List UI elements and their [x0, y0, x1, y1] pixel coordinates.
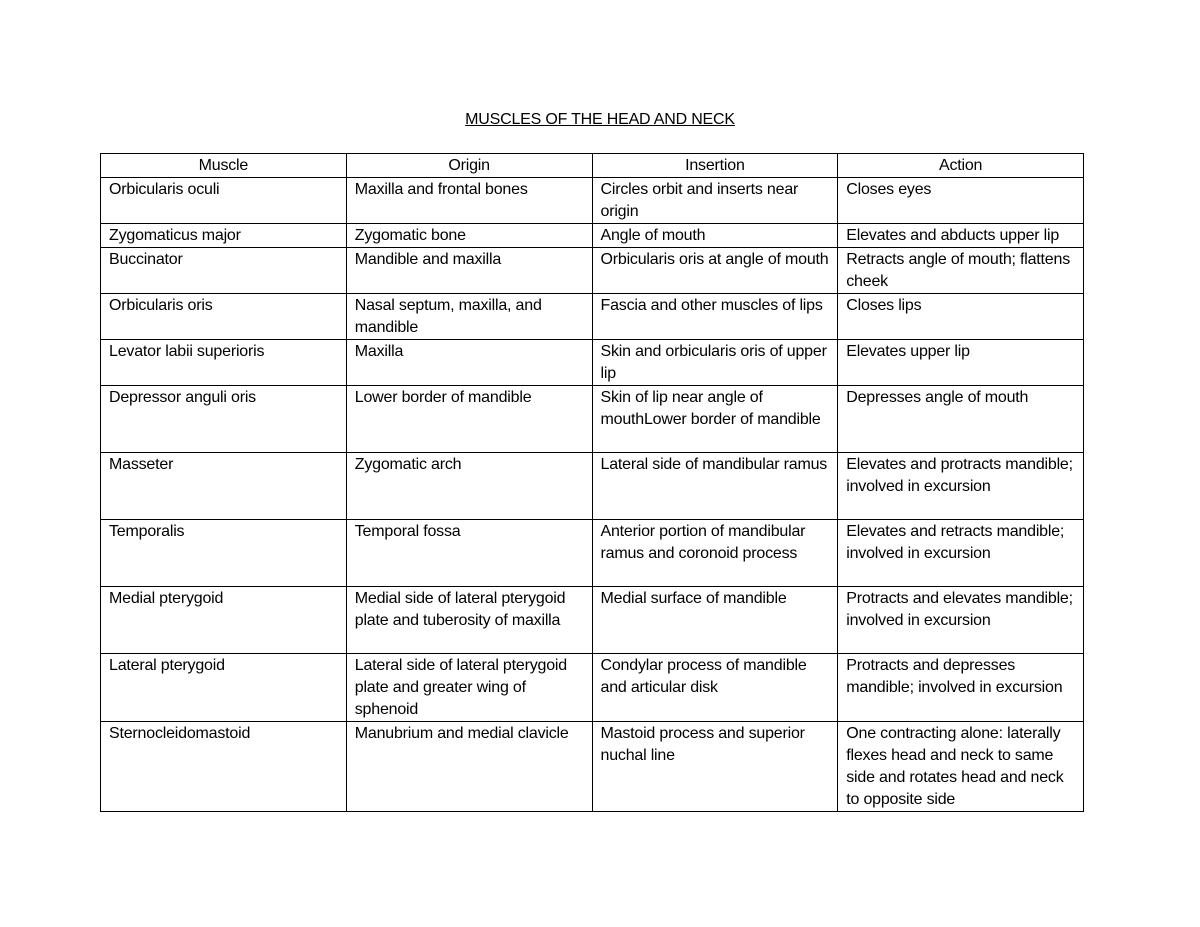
column-header-origin: Origin [346, 154, 592, 178]
action-cell: Elevates and abducts upper lip [838, 224, 1084, 248]
table-row [101, 294, 1084, 340]
muscle-cell: Orbicularis oris [101, 294, 347, 340]
muscle-cell: Depressor anguli oris [101, 386, 347, 453]
column-header-action: Action [838, 154, 1084, 178]
origin-cell: Temporal fossa [346, 520, 592, 587]
muscle-cell: Orbicularis oculi [101, 178, 347, 224]
origin-cell: Zygomatic bone [346, 224, 592, 248]
muscle-cell: Zygomaticus major [101, 224, 347, 248]
origin-cell: Mandible and maxilla [346, 248, 592, 294]
insertion-cell: Lateral side of mandibular ramus [592, 453, 838, 520]
action-cell: Elevates and protracts mandible; involved in excursion [838, 453, 1084, 520]
action-cell: Elevates and retracts mandible; involved in excursion [838, 520, 1084, 587]
muscle-cell: Masseter [101, 453, 347, 520]
table-row [101, 654, 1084, 722]
column-header-insertion: Insertion [592, 154, 838, 178]
origin-cell: Maxilla [346, 340, 592, 386]
insertion-cell: Anterior portion of mandibular ramus and coronoid process [592, 520, 838, 587]
muscle-cell: Levator labii superioris [101, 340, 347, 386]
muscle-cell: Medial pterygoid [101, 587, 347, 654]
insertion-cell: Medial surface of mandible [592, 587, 838, 654]
muscle-cell: Buccinator [101, 248, 347, 294]
insertion-cell: Orbicularis oris at angle of mouth [592, 248, 838, 294]
action-cell: Protracts and elevates mandible; involved in excursion [838, 587, 1084, 654]
table-row [101, 587, 1084, 654]
insertion-cell: Mastoid process and superior nuchal line [592, 722, 838, 812]
muscles-table [100, 153, 1084, 812]
origin-cell: Nasal septum, maxilla, and mandible [346, 294, 592, 340]
muscle-cell: Sternocleidomastoid [101, 722, 347, 812]
insertion-cell: Fascia and other muscles of lips [592, 294, 838, 340]
origin-cell: Manubrium and medial clavicle [346, 722, 592, 812]
action-cell: Closes lips [838, 294, 1084, 340]
column-header-muscle: Muscle [101, 154, 347, 178]
origin-cell: Medial side of lateral pterygoid plate and tuberosity of maxilla [346, 587, 592, 654]
action-cell: Depresses angle of mouth [838, 386, 1084, 453]
action-cell: Protracts and depresses mandible; involved in excursion [838, 654, 1084, 722]
table-row [101, 248, 1084, 294]
table-row [101, 453, 1084, 520]
table-row [101, 722, 1084, 812]
page-title: MUSCLES OF THE HEAD AND NECK [465, 111, 735, 128]
insertion-cell: Skin of lip near angle of mouthLower border of mandible [592, 386, 838, 453]
origin-cell: Zygomatic arch [346, 453, 592, 520]
muscle-cell: Lateral pterygoid [101, 654, 347, 722]
table-row [101, 386, 1084, 453]
table-row [101, 340, 1084, 386]
table-header-row [101, 154, 1084, 178]
insertion-cell: Circles orbit and inserts near origin [592, 178, 838, 224]
table-row [101, 520, 1084, 587]
origin-cell: Lower border of mandible [346, 386, 592, 453]
table-row [101, 224, 1084, 248]
origin-cell: Maxilla and frontal bones [346, 178, 592, 224]
action-cell: One contracting alone: laterally flexes head and neck to same side and rotates head and neck to opposite side [838, 722, 1084, 812]
origin-cell: Lateral side of lateral pterygoid plate and greater wing of sphenoid [346, 654, 592, 722]
table-row [101, 178, 1084, 224]
action-cell: Retracts angle of mouth; flattens cheek [838, 248, 1084, 294]
action-cell: Closes eyes [838, 178, 1084, 224]
insertion-cell: Angle of mouth [592, 224, 838, 248]
muscle-cell: Temporalis [101, 520, 347, 587]
action-cell: Elevates upper lip [838, 340, 1084, 386]
insertion-cell: Skin and orbicularis oris of upper lip [592, 340, 838, 386]
insertion-cell: Condylar process of mandible and articular disk [592, 654, 838, 722]
